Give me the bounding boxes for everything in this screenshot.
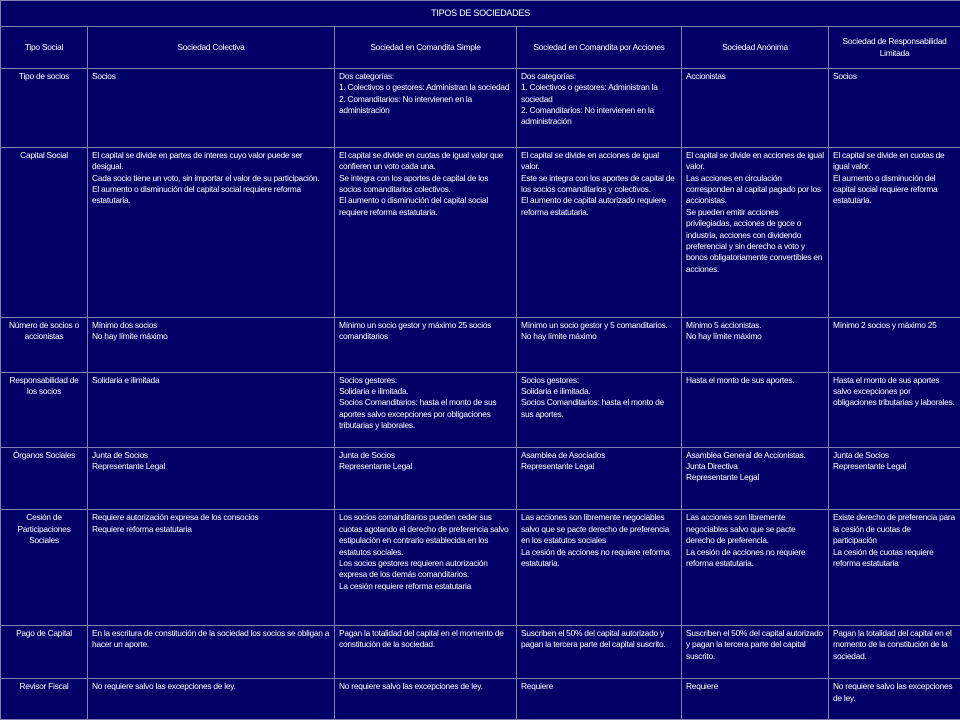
table-cell: Asamblea General de Accionistas. Junta Directiva Representante Legal (682, 447, 829, 510)
table-cell: El capital se divide en acciones de igual valor. Este se integra con los aportes de capital de los socios comanditarios y colectivos. El aumento de capital autorizado requiere reforma estatutaria. (517, 147, 682, 317)
row-pago-de-capital (1, 625, 960, 679)
header-sociedad-anonima: Sociedad Anónima (682, 27, 829, 69)
row-label: Número de socios o accionistas (1, 317, 88, 372)
table-cell: Mínimo un socio gestor y máximo 25 socios comanditarios (335, 317, 517, 372)
row-organos-sociales (1, 447, 960, 510)
row-cesion-participaciones (1, 510, 960, 625)
table-title: TIPOS DE SOCIEDADES (1, 1, 960, 27)
table-cell: Mínimo dos socios No hay límite máximo (88, 317, 335, 372)
header-responsabilidad-limitada: Sociedad de Responsabilidad Limitada (829, 27, 960, 69)
table-cell: Pagan la totalidad del capital en el momento de la constitución de la sociedad. (829, 625, 960, 679)
row-tipo-de-socios (1, 68, 960, 147)
table-cell: Junta de Socios Representante Legal (335, 447, 517, 510)
row-label: Responsabilidad de los socios (1, 372, 88, 447)
table-cell: El capital se divide en cuotas de igual valor que confieren un voto cada una. Se integra con los aportes de capital de los socios comanditarios colectivos. El aumento o disminución del capital social requiere reforma estatutaria. (335, 147, 517, 317)
row-label: Revisor Fiscal (1, 679, 88, 720)
table-cell: Pagan la totalidad del capital en el momento de constitución de la sociedad. (335, 625, 517, 679)
table-cell: Mínimo 5 accionistas. No hay límite máximo (682, 317, 829, 372)
row-revisor-fiscal (1, 679, 960, 720)
row-label: Órganos Sociales (1, 447, 88, 510)
table-cell: Suscriben el 50% del capital autorizado y pagan la tercera parte del capital suscrito. (682, 625, 829, 679)
row-label: Pago de Capital (1, 625, 88, 679)
table-cell: Las acciones son libremente negociables salvo que se pacte derecho de preferencia. La cesión de acciones no requiere reforma estatutaria. (682, 510, 829, 625)
table-cell: Mínimo 2 socios y máximo 25 (829, 317, 960, 372)
table-cell: Junta de Socios Representante Legal (829, 447, 960, 510)
header-comandita-simple: Sociedad en Comandita Simple (335, 27, 517, 69)
table-cell: No requiere salvo las excepciones de ley. (335, 679, 517, 720)
row-label: Capital Social (1, 147, 88, 317)
table-cell: Requiere (682, 679, 829, 720)
table-cell: Hasta el monto de sus aportes salvo excepciones por obligaciones tributarias y laborales. (829, 372, 960, 447)
table-cell: Socios gestores: Solidaria e ilimitada. Socios Comanditarios: hasta el monto de sus aportes salvo excepciones por obligaciones tributarias y laborales. (335, 372, 517, 447)
table-cell: Existe derecho de preferencia para la cesión de cuotas de participación La cesión de cuotas requiere reforma estatutaria (829, 510, 960, 625)
header-tipo-social: Tipo Social (1, 27, 88, 69)
table-cell: El capital se divide en cuotas de igual valor. El aumento o disminución del capital social requiere reforma estatutaria. (829, 147, 960, 317)
row-label: Cesión de Participaciones Sociales (1, 510, 88, 625)
table-cell: Socios (88, 68, 335, 147)
table-cell: No requiere salvo las excepciones de ley. (829, 679, 960, 720)
table-cell: Requiere autorización expresa de los consocios Requiere reforma estatutaria (88, 510, 335, 625)
table-cell: Dos categorías: 1. Colectivos o gestores: Administran la sociedad 2. Comanditarios: No intervienen en la administración (335, 68, 517, 147)
table-cell: Hasta el monto de sus aportes. (682, 372, 829, 447)
table-cell: Suscriben el 50% del capital autorizado y pagan la tercera parte del capital suscrito. (517, 625, 682, 679)
row-responsabilidad (1, 372, 960, 447)
table-cell: El capital se divide en acciones de igual valor. Las acciones en circulación corresponden al capital pagado por los accionistas. Se pueden emitir acciones privilegiadas, acciones de goce o industria, acciones con dividendo preferencial y sin derecho a voto y bonos obligatoriamente convertibles en acciones. (682, 147, 829, 317)
header-row (1, 27, 960, 69)
table-cell: Los socios comanditarios pueden ceder sus cuotas agotando el derecho de preferencia salvo estipulación en contrario establecida en los estatutos sociales. Los socios gestores requieren autorización expresa de los demás comanditarios. La cesión requiere reforma estatutaria (335, 510, 517, 625)
table-cell: No requiere salvo las excepciones de ley. (88, 679, 335, 720)
table-cell: Requiere (517, 679, 682, 720)
table-cell: Junta de Socios Representante Legal (88, 447, 335, 510)
table-cell: En la escritura de constitución de la sociedad los socios se obligan a hacer un aporte. (88, 625, 335, 679)
table-cell: Mínimo un socio gestor y 5 comanditarios. No hay límite máximo (517, 317, 682, 372)
table-cell: Solidaria e ilimitada (88, 372, 335, 447)
table-cell: Asamblea de Asociados Representante Legal (517, 447, 682, 510)
title-row (1, 1, 960, 27)
table-cell: El capital se divide en partes de interes cuyo valor puede ser desigual. Cada socio tiene un voto, sin importar el valor de su participación. El aumento o disminución del capital social requiere reforma estatutaria. (88, 147, 335, 317)
table-cell: Socios (829, 68, 960, 147)
table-cell: Socios gestores: Solidaria e ilimitada. Socios Comanditarios: hasta el monto de sus aportes. (517, 372, 682, 447)
table-cell: Dos categorías: 1. Colectivos o gestores: Administran la sociedad 2. Comanditarios: No intervienen en la administración (517, 68, 682, 147)
row-numero-de-socios (1, 317, 960, 372)
header-comandita-acciones: Sociedad en Comandita por Acciones (517, 27, 682, 69)
header-sociedad-colectiva: Sociedad Colectiva (88, 27, 335, 69)
table-cell: Accionistas (682, 68, 829, 147)
row-capital-social (1, 147, 960, 317)
row-label: Tipo de socios (1, 68, 88, 147)
table-cell: Las acciones son libremente negociables salvo que se pacte derecho de preferencia en los estatutos sociales La cesión de acciones no requiere reforma estatutaria. (517, 510, 682, 625)
